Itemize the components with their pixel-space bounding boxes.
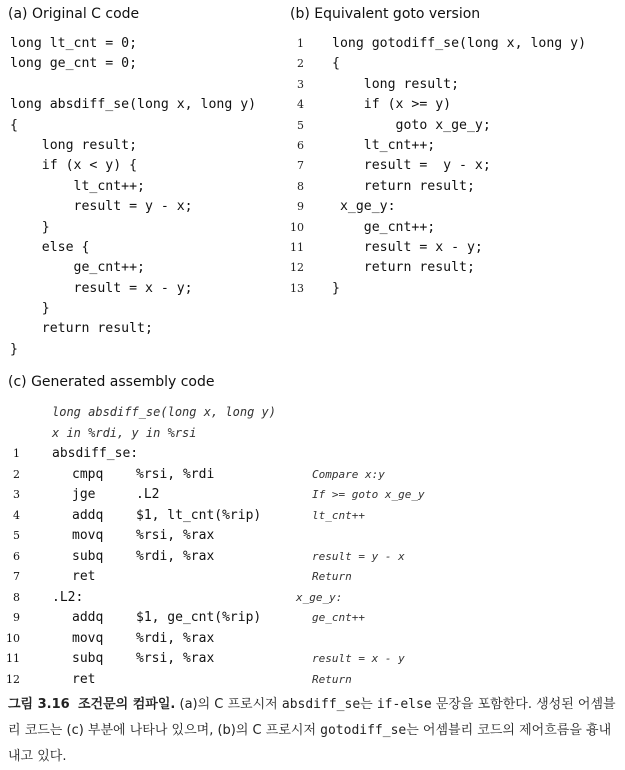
- code-line: long gotodiff_se(long x, long y): [332, 36, 587, 51]
- caption-code-2: if-else: [376, 697, 432, 712]
- asm-row: [0, 526, 625, 546]
- asm-opcode: ret: [72, 569, 96, 584]
- asm-opcode: cmpq: [72, 466, 104, 482]
- caption-text-2: 는: [360, 697, 377, 712]
- line-number: 3: [297, 77, 304, 91]
- caption-text-1: (a)의 C 프로시저: [175, 697, 282, 712]
- caption-text-4: 는 어셈블리 코드의 제어흐름을 흉내 내고 있다.: [8, 723, 612, 764]
- asm-comment: Compare x:y: [312, 467, 385, 481]
- asm-label: absdiff_se:: [52, 446, 139, 461]
- asm-line-number: 8: [13, 590, 20, 604]
- asm-comment: x_ge_y:: [296, 590, 343, 604]
- caption-label: 그림 3.16: [8, 697, 70, 712]
- code-line: long result;: [10, 137, 138, 153]
- asm-comment: result = y - x: [312, 549, 405, 563]
- code-line: ge_cnt++;: [332, 219, 436, 235]
- asm-operands: %rdi, %rax: [136, 630, 215, 646]
- code-line: [10, 75, 256, 95]
- line-number: 9: [297, 200, 304, 214]
- code-line: result = y - x;: [332, 158, 491, 174]
- asm-comment: lt_cnt++: [312, 508, 365, 522]
- asm-line-number: 12: [6, 672, 20, 686]
- asm-row: [0, 547, 625, 567]
- asm-row: [0, 465, 625, 485]
- asm-line-number: 11: [6, 652, 20, 665]
- asm-opcode: movq: [72, 630, 104, 646]
- panel-b-heading: (b) Equivalent goto version: [290, 6, 481, 22]
- code-line: long ge_cnt = 0;: [10, 56, 138, 72]
- caption-text-3: 문장을 포함한다. 생성된 어셈블리 코드는 (c) 부분에 나타나 있으며, (b)의 C 프로시저: [8, 697, 616, 738]
- asm-label: .L2:: [52, 589, 84, 605]
- line-number: 6: [297, 138, 304, 152]
- asm-row: [0, 506, 625, 526]
- asm-operands: %rsi, %rdi: [136, 466, 215, 482]
- asm-opcode: addq: [72, 610, 104, 625]
- caption-code-1: absdiff_se: [281, 697, 361, 712]
- asm-line-number: 1: [13, 447, 20, 460]
- code-line: long result;: [332, 76, 460, 92]
- asm-operands: %rsi, %rax: [136, 528, 215, 543]
- figure-caption: [8, 692, 620, 770]
- line-number: 5: [297, 118, 304, 132]
- asm-opcode: addq: [72, 507, 104, 523]
- panel-c-signature: long absdiff_se(long x, long y): [52, 405, 276, 419]
- code-line: }: [10, 301, 50, 317]
- code-line: result = y - x;: [10, 199, 193, 215]
- asm-line-number: 9: [13, 611, 20, 624]
- code-line: long absdiff_se(long x, long y): [10, 97, 257, 113]
- code-line: }: [332, 280, 340, 296]
- code-line: return result;: [332, 260, 475, 276]
- panel-b-line-numbers: [282, 34, 304, 299]
- panel-c-signature-registers: x in %rdi, y in %rsi: [52, 426, 197, 440]
- caption-code-3: gotodiff_se: [320, 723, 407, 738]
- asm-line-number: 7: [13, 570, 20, 583]
- code-line: if (x < y) {: [10, 158, 138, 174]
- asm-comment: If >= goto x_ge_y: [312, 488, 425, 501]
- asm-opcode: ret: [72, 671, 96, 687]
- code-line: long lt_cnt = 0;: [10, 36, 138, 51]
- asm-opcode: subq: [72, 548, 104, 564]
- line-number: 4: [297, 98, 304, 112]
- line-number: 10: [290, 220, 304, 234]
- asm-operands: $1, ge_cnt(%rip): [136, 610, 262, 625]
- code-line: else {: [10, 239, 90, 255]
- asm-line-number: 6: [13, 549, 20, 563]
- code-line: {: [332, 56, 340, 72]
- caption-title: 조건문의 컴파일.: [77, 697, 176, 712]
- code-line: goto x_ge_y;: [332, 117, 491, 133]
- asm-opcode: movq: [72, 528, 104, 543]
- asm-opcode: subq: [72, 651, 104, 666]
- asm-row: [0, 588, 625, 608]
- code-line: }: [10, 341, 18, 357]
- asm-comment: ge_cnt++: [312, 611, 365, 624]
- asm-row: [0, 567, 625, 587]
- code-line: if (x >= y): [332, 97, 452, 113]
- line-number: 11: [290, 240, 304, 254]
- code-line: return result;: [332, 178, 475, 194]
- line-number: 7: [297, 159, 304, 173]
- panel-a-heading: (a) Original C code: [8, 6, 140, 22]
- asm-operands: $1, lt_cnt(%rip): [136, 507, 262, 523]
- asm-line-number: 3: [13, 488, 20, 501]
- asm-row: [0, 485, 625, 505]
- asm-line-number: 4: [13, 508, 20, 522]
- line-number: 8: [297, 179, 304, 193]
- code-line: return result;: [10, 321, 153, 337]
- asm-comment: result = x - y: [312, 652, 405, 665]
- asm-operands: %rdi, %rax: [136, 548, 215, 564]
- code-line: }: [10, 219, 50, 235]
- asm-row: [0, 608, 625, 628]
- asm-line-number: 2: [13, 467, 20, 481]
- asm-row: [0, 649, 625, 669]
- asm-comment: Return: [312, 672, 352, 686]
- asm-row: [0, 444, 625, 464]
- asm-comment: Return: [312, 570, 352, 583]
- code-line: x_ge_y:: [332, 199, 396, 215]
- code-line: result = x - y;: [332, 239, 483, 255]
- asm-line-number: 5: [13, 529, 20, 542]
- line-number: 2: [297, 57, 304, 71]
- line-number: 12: [290, 261, 304, 275]
- code-line: lt_cnt++;: [10, 178, 145, 194]
- code-line: {: [10, 117, 18, 133]
- line-number: 1: [297, 37, 304, 50]
- line-number: 13: [290, 281, 304, 295]
- asm-operands: %rsi, %rax: [136, 651, 215, 666]
- panel-c-heading: (c) Generated assembly code: [8, 374, 215, 390]
- asm-row: [0, 670, 625, 690]
- panel-b-code: [332, 34, 586, 299]
- code-line: result = x - y;: [10, 280, 193, 296]
- asm-opcode: jge: [72, 487, 96, 502]
- code-line: lt_cnt++;: [332, 137, 436, 153]
- panel-a-code: [10, 34, 256, 360]
- asm-operands: .L2: [136, 487, 160, 502]
- code-line: ge_cnt++;: [10, 260, 145, 276]
- asm-row: [0, 629, 625, 649]
- asm-line-number: 10: [6, 631, 20, 645]
